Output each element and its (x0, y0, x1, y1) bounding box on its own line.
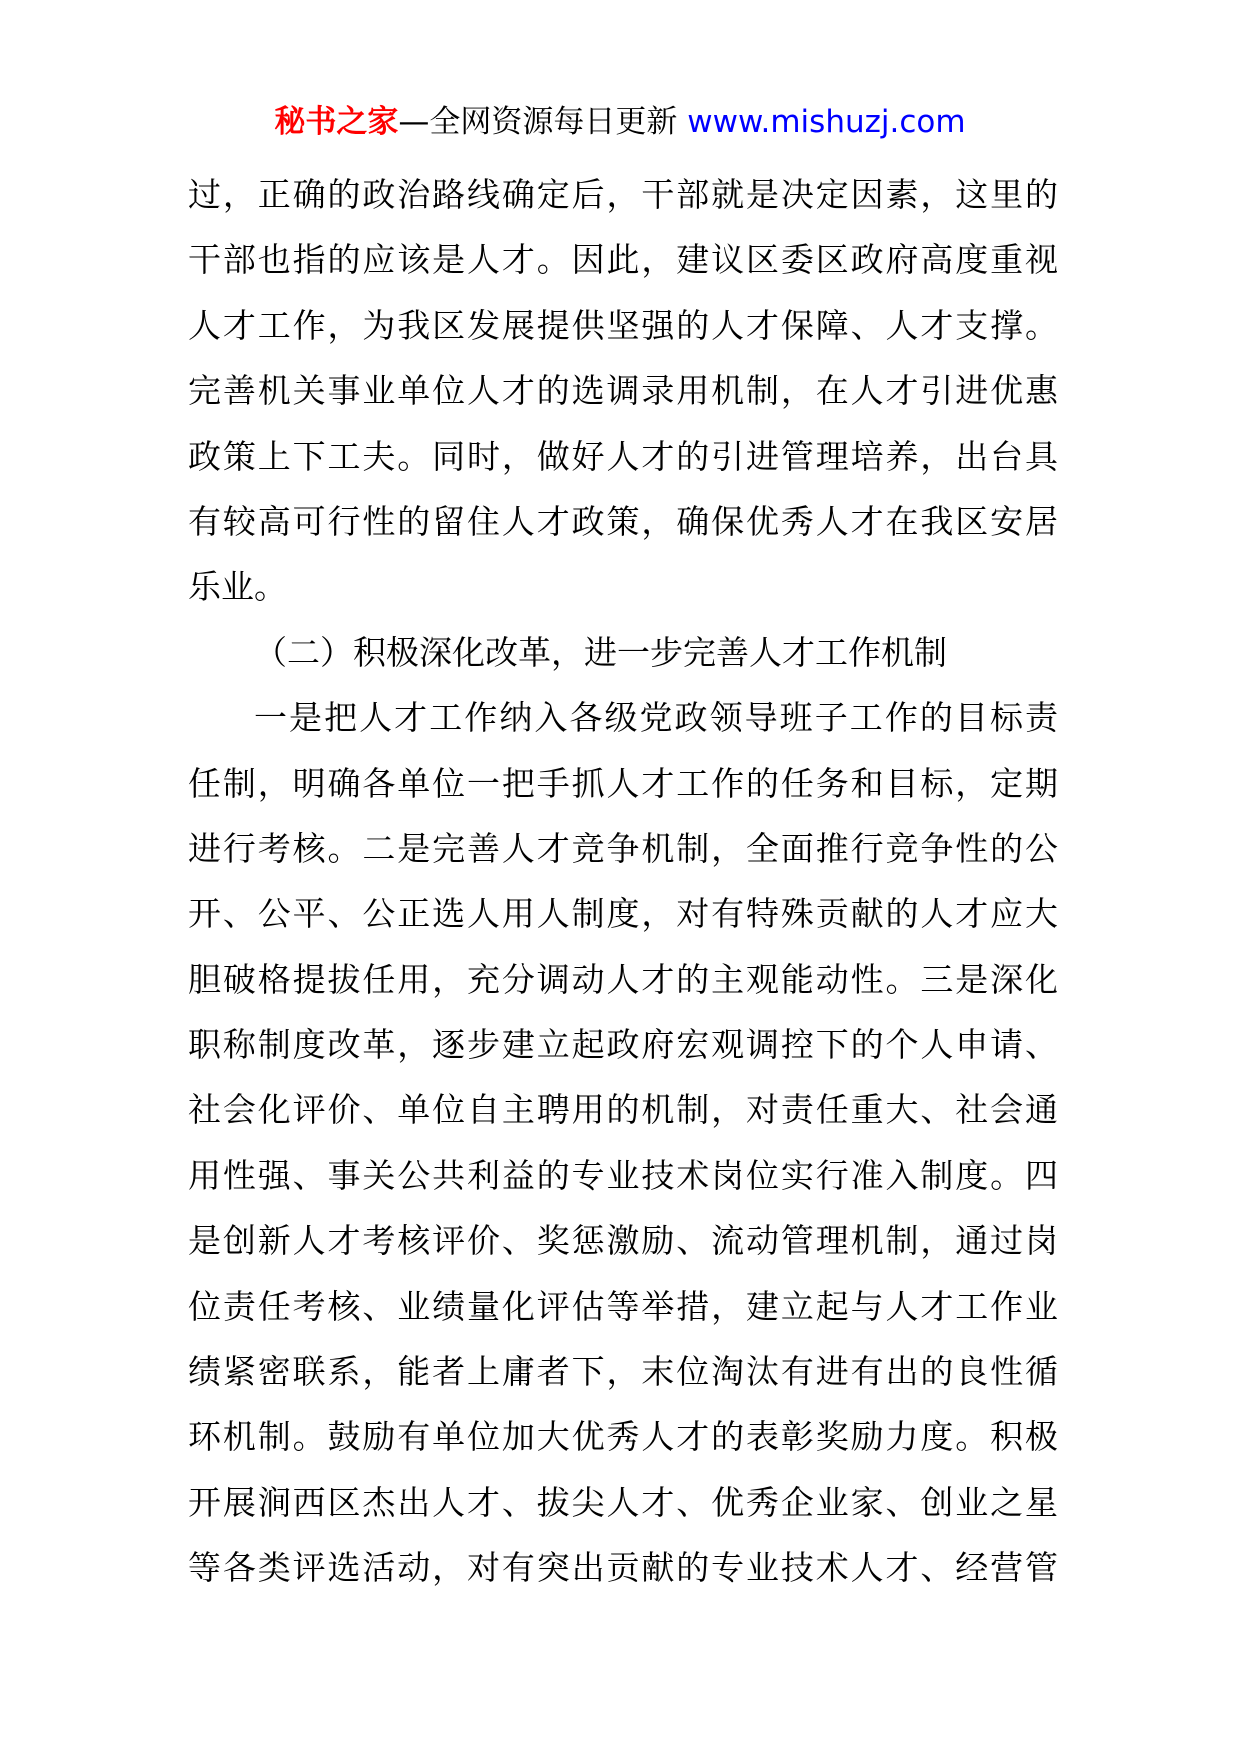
text-line: 用性强、事关公共利益的专业技术岗位实行准入制度。四 (188, 1155, 1058, 1195)
site-name: 秘书之家 (274, 104, 399, 140)
text-line: 进行考核。二是完善人才竞争机制，全面推行竞争性的公 (188, 828, 1058, 868)
text-line: 过，正确的政治路线确定后，干部就是决定因素，这里的 (188, 175, 1058, 214)
text-line: 人才工作，为我区发展提供坚强的人才保障、人才支撑。 (188, 305, 1058, 345)
text-line: 等各类评选活动，对有突出贡献的专业技术人才、经营管 (188, 1548, 1058, 1588)
text-line: 有较高可行性的留住人才政策，确保优秀人才在我区安居 (188, 501, 1058, 541)
text-line: 社会化评价、单位自主聘用的机制，对责任重大、社会通 (188, 1090, 1058, 1130)
section-heading: （二）积极深化改革，进一步完善人才工作机制 (254, 632, 947, 672)
text-line: 是创新人才考核评价、奖惩激励、流动管理机制，通过岗 (188, 1221, 1058, 1261)
text-line: 干部也指的应该是人才。因此，建议区委区政府高度重视 (188, 240, 1058, 280)
text-line: 政策上下工夫。同时，做好人才的引进管理培养，出台具 (188, 436, 1058, 476)
document-body (188, 162, 1058, 1601)
text-line: 绩紧密联系，能者上庸者下，末位淘汰有进有出的良性循 (188, 1352, 1058, 1392)
text-line: 乐业。 (188, 567, 287, 607)
text-line: 任制，明确各单位一把手抓人才工作的任务和目标，定期 (188, 763, 1058, 803)
text-line: 完善机关事业单位人才的选调录用机制，在人才引进优惠 (188, 371, 1058, 411)
text-line: 一是把人才工作纳入各级党政领导班子工作的目标责 (254, 698, 1058, 738)
site-tagline: —全网资源每日更新 (398, 104, 678, 140)
text-line: 职称制度改革，逐步建立起政府宏观调控下的个人申请、 (188, 1025, 1058, 1065)
text-line: 位责任考核、业绩量化评估等举措，建立起与人才工作业 (188, 1286, 1058, 1326)
site-url-link[interactable]: www.mishuzj.com (687, 104, 966, 140)
text-line: 开、公平、公正选人用人制度，对有特殊贡献的人才应大 (188, 894, 1058, 934)
text-line: 开展涧西区杰出人才、拔尖人才、优秀企业家、创业之星 (188, 1482, 1058, 1522)
text-line: 胆破格提拔任用，充分调动人才的主观能动性。三是深化 (188, 959, 1058, 999)
page-header (0, 100, 1240, 144)
text-line: 环机制。鼓励有单位加大优秀人才的表彰奖励力度。积极 (188, 1417, 1058, 1457)
